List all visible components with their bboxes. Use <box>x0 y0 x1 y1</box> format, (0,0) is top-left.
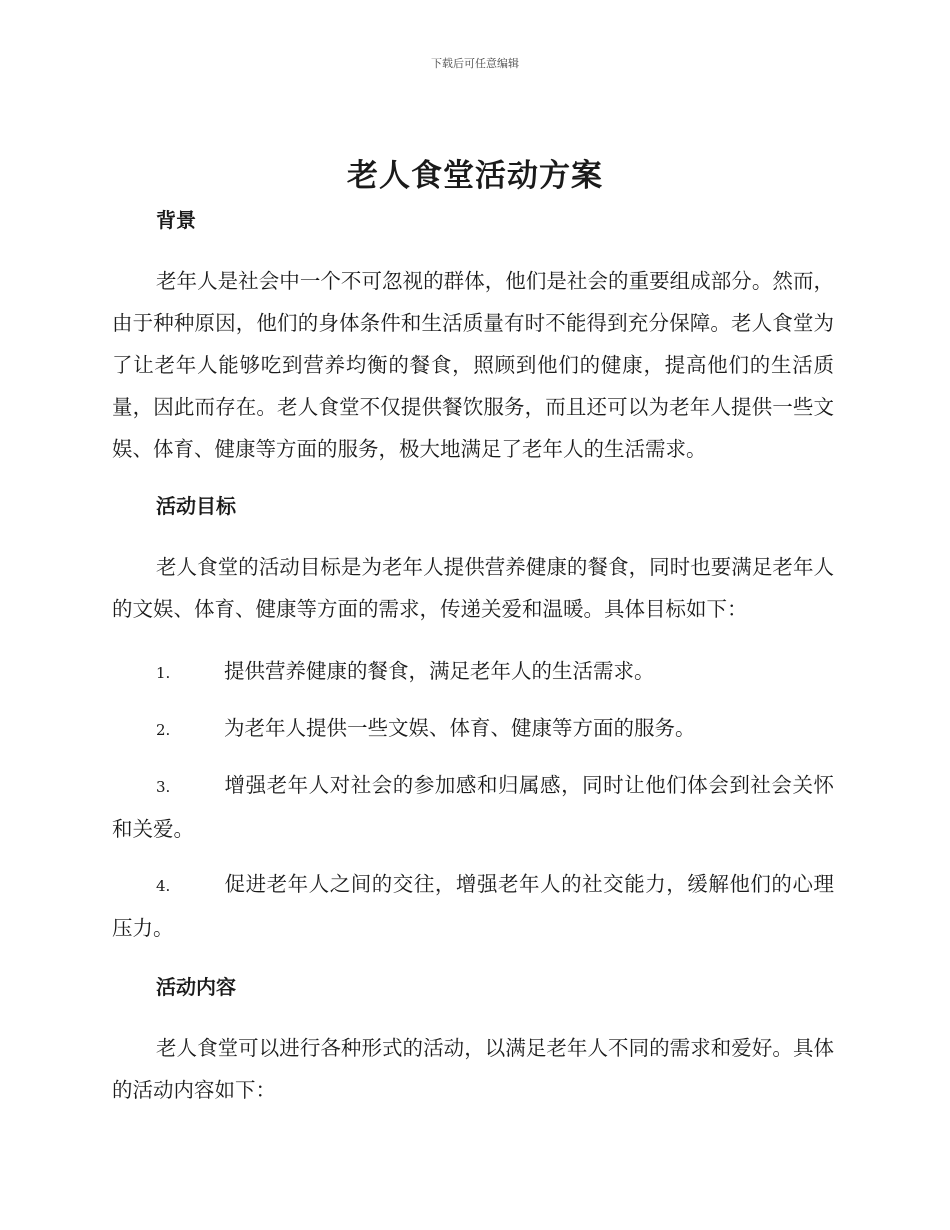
document-body <box>112 204 834 1131</box>
background-paragraph: 老年人是社会中一个不可忽视的群体，他们是社会的重要组成部分。然而，由于种种原因，他们的身体条件和生活质量有时不能得到充分保障。老人食堂为了让老年人能够吃到营养均衡的餐食，照顾到他们的健康，提高他们的生活质量，因此而存在。老人食堂不仅提供餐饮服务，而且还可以为老年人提供一些文娱、体育、健康等方面的服务，极大地满足了老年人的生活需求。 <box>112 269 834 461</box>
goals-paragraph: 老人食堂的活动目标是为老年人提供营养健康的餐食，同时也要满足老年人的文娱、体育、健康等方面的需求，传递关爱和温暖。具体目标如下： <box>112 555 834 621</box>
list-item <box>112 707 834 751</box>
list-item <box>112 650 834 694</box>
section-heading-background: 背景 <box>156 208 196 232</box>
list-item <box>112 764 834 850</box>
list-text: 为老年人提供一些文娱、体育、健康等方面的服务。 <box>224 716 696 740</box>
content-paragraph: 老人食堂可以进行各种形式的活动，以满足老年人不同的需求和爱好。具体的活动内容如下： <box>112 1036 834 1102</box>
list-item <box>112 863 834 949</box>
section-heading-goals: 活动目标 <box>156 494 236 518</box>
list-text: 促进老年人之间的交往，增强老年人的社交能力，缓解他们的心理压力。 <box>112 872 834 940</box>
list-number: 4. <box>156 877 171 895</box>
list-number: 3. <box>156 778 171 796</box>
header-note: 下载后可任意编辑 <box>431 57 519 70</box>
list-text: 提供营养健康的餐食，满足老年人的生活需求。 <box>224 659 655 683</box>
section-heading-content: 活动内容 <box>156 975 236 999</box>
list-number: 2. <box>156 721 171 739</box>
document-title: 老人食堂活动方案 <box>347 158 603 194</box>
list-number: 1. <box>156 664 171 682</box>
list-text: 增强老年人对社会的参加感和归属感，同时让他们体会到社会关怀和关爱。 <box>112 773 834 841</box>
